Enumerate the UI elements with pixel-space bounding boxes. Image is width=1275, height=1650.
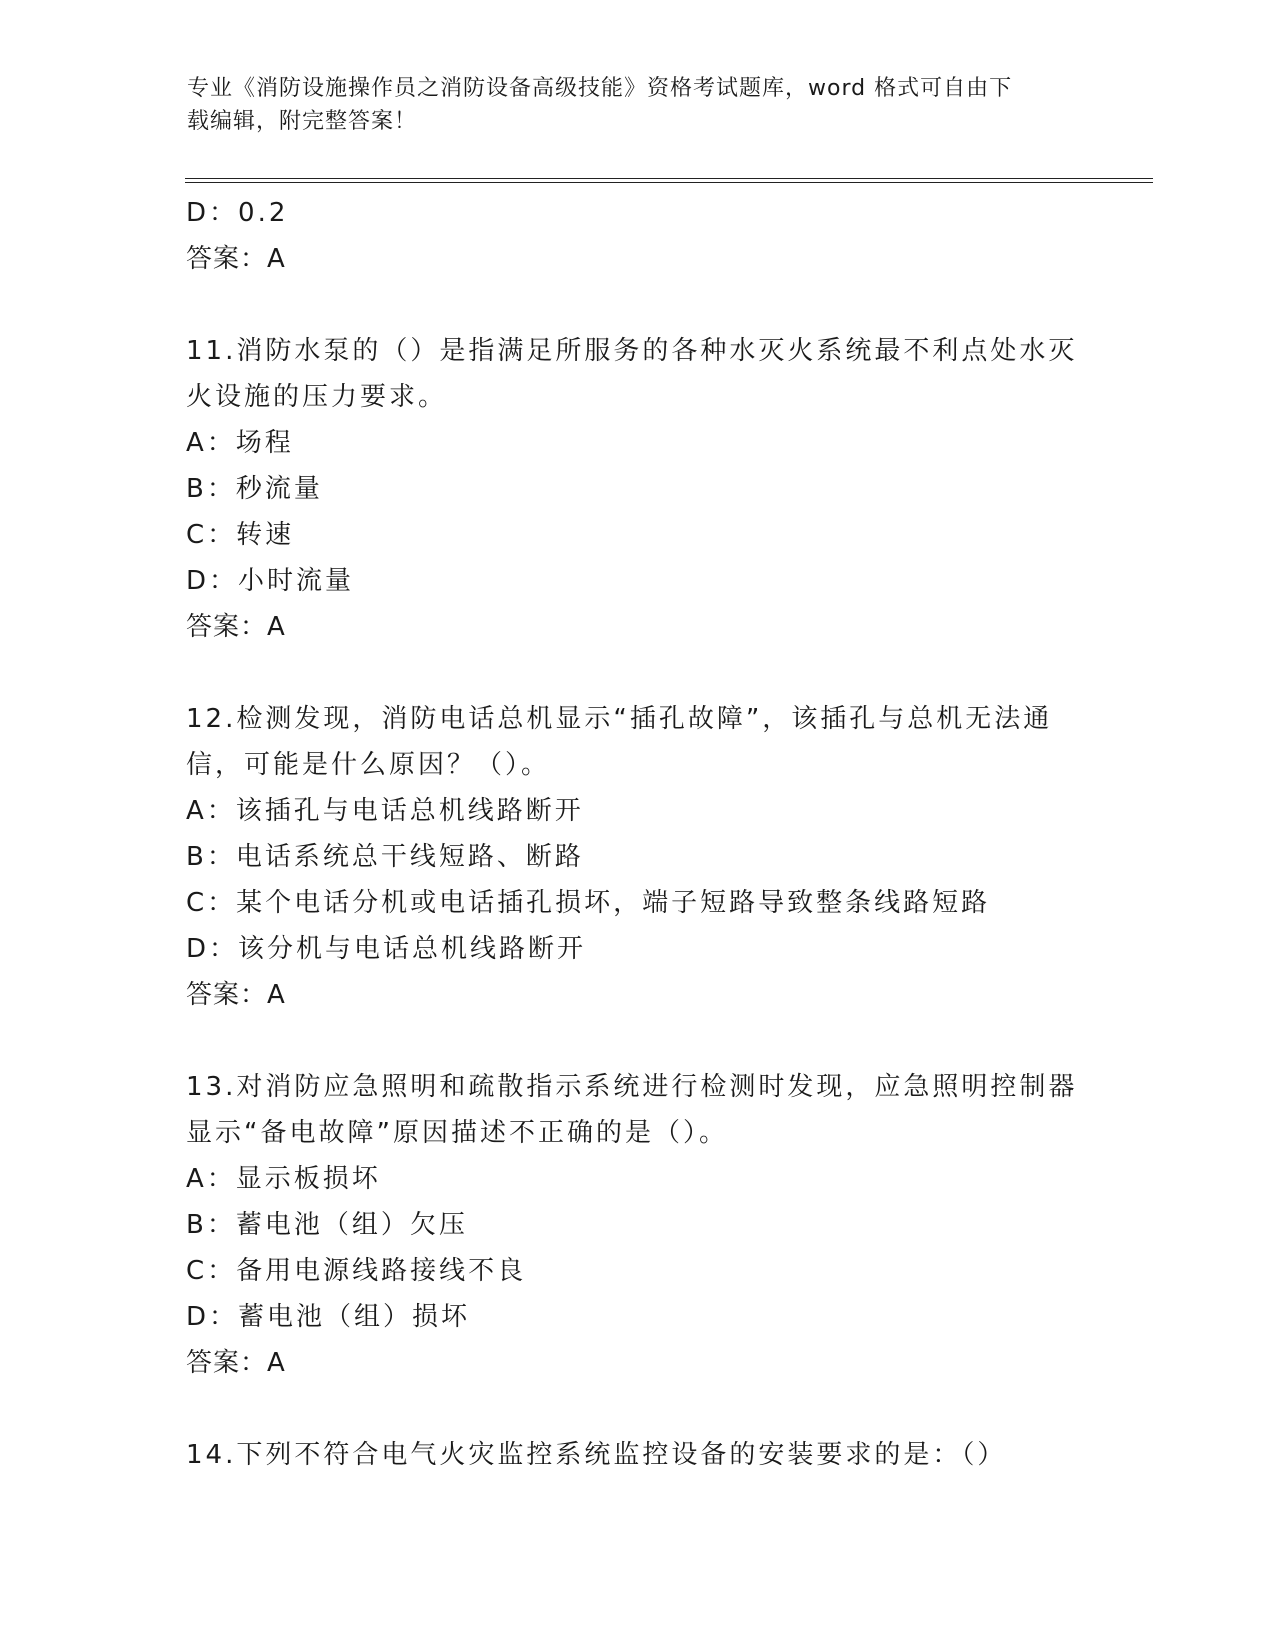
question-block: [186, 696, 1146, 1018]
answer-line: 答案：A: [186, 244, 286, 274]
question-stem: 11.消防水泵的（）是指满足所服务的各种水灭火系统最不利点处水灭: [186, 336, 1078, 366]
header-line-2: 载编辑，附完整答案！: [187, 109, 418, 134]
option-c: C：备用电源线路接线不良: [186, 1256, 527, 1286]
spacer: [186, 650, 1146, 696]
document-header: [187, 72, 1087, 138]
answer-line: 答案：A: [186, 612, 286, 642]
question-block: [186, 328, 1146, 650]
option-d: D：小时流量: [186, 566, 355, 596]
question-list: [186, 190, 1146, 1478]
spacer: [186, 282, 1146, 328]
option-d: D：蓄电池（组）损坏: [186, 1302, 471, 1332]
option-a: A：场程: [186, 428, 294, 458]
question-stem-continued: 火设施的压力要求。: [186, 382, 448, 412]
option-b: B：秒流量: [186, 474, 323, 504]
option-d: D：该分机与电话总机线路断开: [186, 934, 587, 964]
option-c: C：某个电话分机或电话插孔损坏，端子短路导致整条线路短路: [186, 888, 991, 918]
spacer: [186, 1386, 1146, 1432]
question-block: [186, 1432, 1146, 1478]
question-stem: 12.检测发现，消防电话总机显示“插孔故障”，该插孔与总机无法通: [186, 704, 1053, 734]
option-c: C：转速: [186, 520, 295, 550]
header-divider-bottom: [185, 182, 1153, 183]
header-line-1: 专业《消防设施操作员之消防设备高级技能》资格考试题库，word 格式可自由下: [187, 76, 1013, 101]
answer-line: 答案：A: [186, 1348, 286, 1378]
answer-line: 答案：A: [186, 980, 286, 1010]
option-d: D：0.2: [186, 198, 289, 228]
option-b: B：电话系统总干线短路、断路: [186, 842, 584, 872]
option-a: A：该插孔与电话总机线路断开: [186, 796, 584, 826]
question-stem-continued: 信，可能是什么原因？（）。: [186, 750, 551, 780]
question-stem-continued: 显示“备电故障”原因描述不正确的是（）。: [186, 1118, 728, 1148]
option-b: B：蓄电池（组）欠压: [186, 1210, 468, 1240]
option-a: A：显示板损坏: [186, 1164, 381, 1194]
question-stem: 13.对消防应急照明和疏散指示系统进行检测时发现，应急照明控制器: [186, 1072, 1078, 1102]
question-stem: 14.下列不符合电气火灾监控系统监控设备的安装要求的是：（）: [186, 1440, 1007, 1470]
question-block: [186, 1064, 1146, 1386]
spacer: [186, 1018, 1146, 1064]
header-divider-top: [185, 178, 1153, 179]
